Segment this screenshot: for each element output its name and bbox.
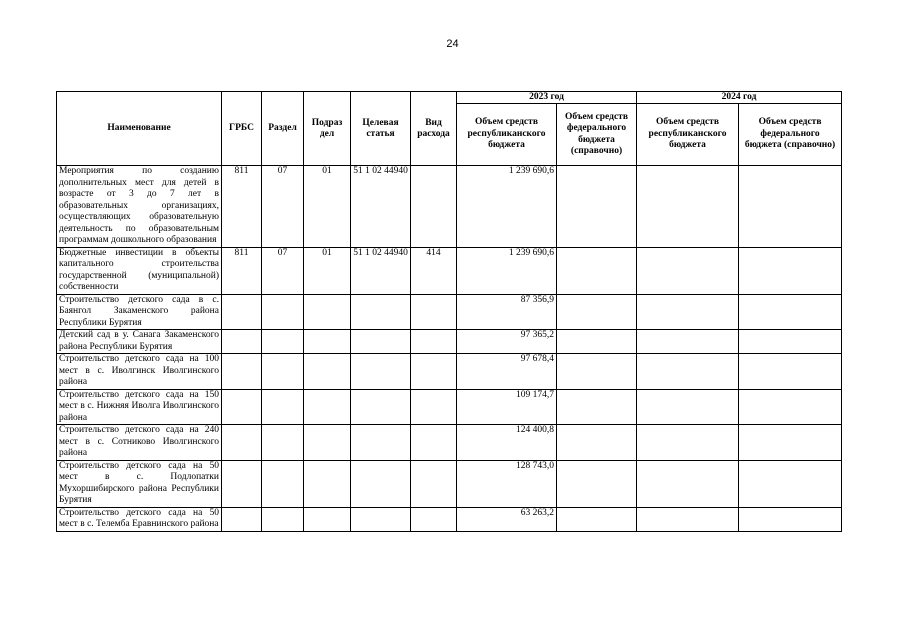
cell-fed-budget-2024 bbox=[739, 460, 842, 507]
cell-article bbox=[351, 354, 411, 390]
cell-rep-budget-2023: 124 400,8 bbox=[457, 425, 557, 461]
cell-razdel: 07 bbox=[262, 247, 304, 294]
header-fed-budget-2024: Объем средств федерального бюджета (справочно) bbox=[739, 104, 842, 166]
cell-name: Строительство детского сада в с. Баянгол Закаменского района Республики Бурятия bbox=[57, 294, 222, 330]
header-razdel: Раздел bbox=[262, 92, 304, 166]
cell-podrazdel bbox=[304, 354, 351, 390]
header-rep-budget-2023: Объем средств республиканского бюджета bbox=[457, 104, 557, 166]
cell-razdel bbox=[262, 460, 304, 507]
table-row bbox=[57, 247, 842, 294]
cell-podrazdel: 01 bbox=[304, 166, 351, 248]
cell-rep-budget-2023: 128 743,0 bbox=[457, 460, 557, 507]
cell-rep-budget-2023: 97 678,4 bbox=[457, 354, 557, 390]
cell-fed-budget-2023 bbox=[557, 247, 637, 294]
cell-expense-type bbox=[411, 330, 457, 354]
table-row bbox=[57, 425, 842, 461]
cell-razdel bbox=[262, 389, 304, 425]
cell-razdel: 07 bbox=[262, 166, 304, 248]
header-article: Целевая статья bbox=[351, 92, 411, 166]
cell-podrazdel bbox=[304, 330, 351, 354]
cell-name: Детский сад в у. Санага Закаменского района Республики Бурятия bbox=[57, 330, 222, 354]
cell-fed-budget-2023 bbox=[557, 354, 637, 390]
cell-article bbox=[351, 389, 411, 425]
cell-expense-type bbox=[411, 389, 457, 425]
table-row bbox=[57, 354, 842, 390]
cell-grbs bbox=[222, 294, 262, 330]
cell-grbs bbox=[222, 354, 262, 390]
cell-article: 51 1 02 44940 bbox=[351, 247, 411, 294]
cell-podrazdel bbox=[304, 460, 351, 507]
cell-podrazdel bbox=[304, 425, 351, 461]
header-grbs: ГРБС bbox=[222, 92, 262, 166]
header-year-2024: 2024 год bbox=[637, 92, 842, 104]
header-fed-budget-2023: Объем средств федерального бюджета (справочно) bbox=[557, 104, 637, 166]
cell-rep-budget-2024 bbox=[637, 247, 739, 294]
cell-rep-budget-2024 bbox=[637, 294, 739, 330]
table-body bbox=[57, 166, 842, 532]
budget-table bbox=[56, 91, 842, 532]
cell-name: Строительство детского сада на 100 мест в с. Иволгинск Иволгинского района bbox=[57, 354, 222, 390]
table-row bbox=[57, 507, 842, 531]
cell-expense-type bbox=[411, 507, 457, 531]
header-name: Наименование bbox=[57, 92, 222, 166]
cell-fed-budget-2024 bbox=[739, 166, 842, 248]
cell-fed-budget-2023 bbox=[557, 507, 637, 531]
cell-razdel bbox=[262, 294, 304, 330]
page-number: 24 bbox=[446, 38, 459, 50]
cell-name: Строительство детского сада на 50 мест в с. Подлопатки Мухоршибирского района Республики Бурятия bbox=[57, 460, 222, 507]
header-rep-budget-2024: Объем средств республиканского бюджета bbox=[637, 104, 739, 166]
cell-fed-budget-2023 bbox=[557, 460, 637, 507]
cell-fed-budget-2023 bbox=[557, 294, 637, 330]
table-row bbox=[57, 389, 842, 425]
cell-expense-type bbox=[411, 460, 457, 507]
cell-grbs bbox=[222, 507, 262, 531]
cell-fed-budget-2024 bbox=[739, 294, 842, 330]
cell-rep-budget-2023: 97 365,2 bbox=[457, 330, 557, 354]
cell-rep-budget-2024 bbox=[637, 507, 739, 531]
cell-fed-budget-2023 bbox=[557, 389, 637, 425]
cell-rep-budget-2024 bbox=[637, 330, 739, 354]
cell-article bbox=[351, 507, 411, 531]
cell-razdel bbox=[262, 507, 304, 531]
header-year-2023: 2023 год bbox=[457, 92, 637, 104]
cell-grbs: 811 bbox=[222, 166, 262, 248]
cell-podrazdel bbox=[304, 294, 351, 330]
cell-fed-budget-2024 bbox=[739, 507, 842, 531]
cell-article bbox=[351, 330, 411, 354]
cell-expense-type bbox=[411, 166, 457, 248]
cell-razdel bbox=[262, 354, 304, 390]
cell-name: Строительство детского сада на 50 мест в с. Телемба Еравнинского района bbox=[57, 507, 222, 531]
cell-name: Мероприятия по созданию дополнительных мест для детей в возрасте от 3 до 7 лет в образовательных организациях, осуществляющих образовательную деятельность по образовательным программам дошкольного образования bbox=[57, 166, 222, 248]
cell-grbs bbox=[222, 425, 262, 461]
cell-razdel bbox=[262, 330, 304, 354]
cell-fed-budget-2024 bbox=[739, 354, 842, 390]
cell-podrazdel bbox=[304, 507, 351, 531]
cell-article bbox=[351, 294, 411, 330]
cell-name: Бюджетные инвестиции в объекты капитального строительства государственной (муниципальной) собственности bbox=[57, 247, 222, 294]
cell-fed-budget-2024 bbox=[739, 247, 842, 294]
cell-razdel bbox=[262, 425, 304, 461]
cell-rep-budget-2023: 87 356,9 bbox=[457, 294, 557, 330]
cell-rep-budget-2024 bbox=[637, 460, 739, 507]
cell-name: Строительство детского сада на 240 мест в с. Сотниково Иволгинского района bbox=[57, 425, 222, 461]
cell-rep-budget-2024 bbox=[637, 425, 739, 461]
cell-rep-budget-2024 bbox=[637, 166, 739, 248]
cell-rep-budget-2024 bbox=[637, 389, 739, 425]
cell-article: 51 1 02 44940 bbox=[351, 166, 411, 248]
table-row bbox=[57, 330, 842, 354]
cell-grbs bbox=[222, 330, 262, 354]
table-row bbox=[57, 166, 842, 248]
cell-expense-type bbox=[411, 425, 457, 461]
cell-grbs: 811 bbox=[222, 247, 262, 294]
table-header bbox=[57, 92, 842, 166]
header-podrazdel: Подраз дел bbox=[304, 92, 351, 166]
cell-article bbox=[351, 460, 411, 507]
cell-podrazdel: 01 bbox=[304, 247, 351, 294]
cell-name: Строительство детского сада на 150 мест в с. Нижняя Иволга Иволгинского района bbox=[57, 389, 222, 425]
cell-fed-budget-2023 bbox=[557, 166, 637, 248]
cell-rep-budget-2023: 1 239 690,6 bbox=[457, 247, 557, 294]
cell-fed-budget-2024 bbox=[739, 330, 842, 354]
cell-fed-budget-2023 bbox=[557, 330, 637, 354]
cell-rep-budget-2023: 109 174,7 bbox=[457, 389, 557, 425]
cell-grbs bbox=[222, 389, 262, 425]
cell-podrazdel bbox=[304, 389, 351, 425]
cell-fed-budget-2024 bbox=[739, 389, 842, 425]
cell-grbs bbox=[222, 460, 262, 507]
table-row bbox=[57, 294, 842, 330]
header-expense-type: Вид расхода bbox=[411, 92, 457, 166]
cell-expense-type: 414 bbox=[411, 247, 457, 294]
cell-fed-budget-2024 bbox=[739, 425, 842, 461]
cell-fed-budget-2023 bbox=[557, 425, 637, 461]
cell-article bbox=[351, 425, 411, 461]
cell-expense-type bbox=[411, 294, 457, 330]
cell-rep-budget-2023: 1 239 690,6 bbox=[457, 166, 557, 248]
cell-expense-type bbox=[411, 354, 457, 390]
table-row bbox=[57, 460, 842, 507]
cell-rep-budget-2023: 63 263,2 bbox=[457, 507, 557, 531]
cell-rep-budget-2024 bbox=[637, 354, 739, 390]
